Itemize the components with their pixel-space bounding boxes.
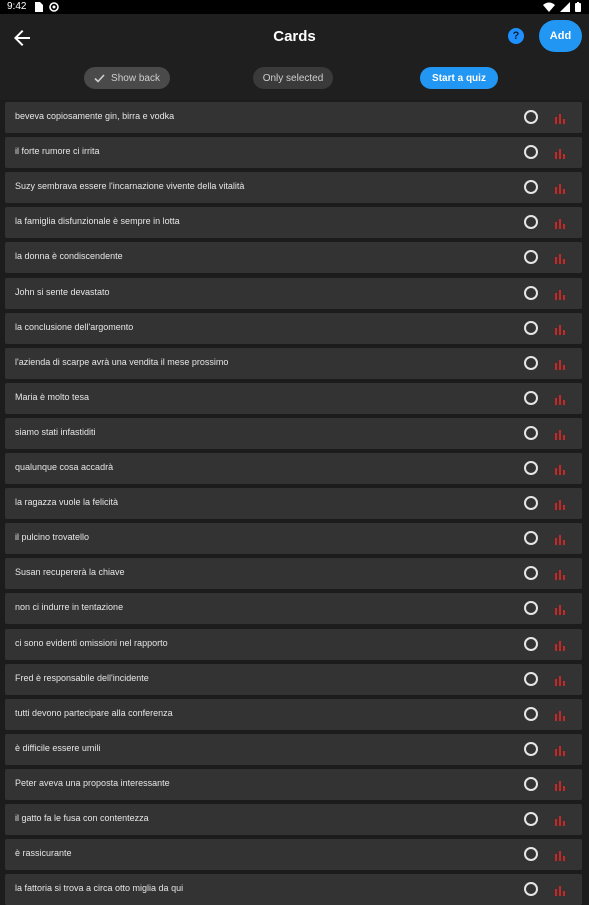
- delete-icon[interactable]: [553, 146, 567, 159]
- card-front-text: è rassicurante: [15, 848, 72, 859]
- status-time: 9:42: [7, 1, 27, 12]
- card-front-text: non ci indurre in tentazione: [15, 602, 124, 613]
- select-radio[interactable]: [524, 707, 538, 721]
- card-row[interactable]: [5, 137, 582, 168]
- battery-icon: [575, 2, 581, 12]
- delete-icon[interactable]: [553, 532, 567, 545]
- select-radio[interactable]: [524, 742, 538, 756]
- select-radio[interactable]: [524, 426, 538, 440]
- select-radio[interactable]: [524, 847, 538, 861]
- start-quiz-button[interactable]: [420, 67, 498, 89]
- card-row[interactable]: [5, 839, 582, 870]
- signal-icon: [560, 2, 570, 12]
- card-row[interactable]: [5, 348, 582, 379]
- card-front-text: la fattoria si trova a circa otto miglia da qui: [15, 883, 184, 894]
- status-notification-icons: [35, 2, 59, 12]
- page-title: Cards: [273, 28, 316, 45]
- delete-icon[interactable]: [553, 287, 567, 300]
- select-radio[interactable]: [524, 145, 538, 159]
- sim-card-icon: [35, 2, 43, 12]
- card-front-text: siamo stati infastiditi: [15, 426, 96, 437]
- card-front-text: il pulcino trovatello: [15, 532, 90, 543]
- card-row[interactable]: [5, 558, 582, 589]
- card-front-text: Susan recupererà la chiave: [15, 567, 125, 578]
- start-quiz-label: Start a quiz: [432, 72, 486, 84]
- card-front-text: qualunque cosa accadrà: [15, 462, 114, 472]
- only-selected-toggle[interactable]: [253, 67, 333, 89]
- select-radio[interactable]: [524, 250, 538, 264]
- card-row[interactable]: [5, 102, 582, 133]
- delete-icon[interactable]: [553, 708, 567, 721]
- select-radio[interactable]: [524, 110, 538, 124]
- card-row[interactable]: [5, 488, 582, 519]
- select-radio[interactable]: [524, 637, 538, 651]
- select-radio[interactable]: [524, 215, 538, 229]
- show-back-label: Show back: [111, 72, 160, 84]
- delete-icon[interactable]: [553, 216, 567, 229]
- only-selected-label: Only selected: [262, 72, 324, 84]
- card-row[interactable]: [5, 523, 582, 554]
- card-row[interactable]: [5, 172, 582, 203]
- select-radio[interactable]: [524, 812, 538, 826]
- select-radio[interactable]: [524, 391, 538, 405]
- card-row[interactable]: [5, 734, 582, 765]
- delete-icon[interactable]: [553, 883, 567, 896]
- delete-icon[interactable]: [553, 111, 567, 124]
- select-radio[interactable]: [524, 356, 538, 370]
- delete-icon[interactable]: [553, 638, 567, 651]
- status-bar: [0, 0, 589, 14]
- settings-circle-icon: [49, 2, 59, 12]
- delete-icon[interactable]: [553, 848, 567, 861]
- delete-icon[interactable]: [553, 251, 567, 264]
- card-row[interactable]: [5, 664, 582, 695]
- card-front-text: ci sono evidenti omissioni nel rapporto: [15, 637, 168, 648]
- delete-icon[interactable]: [553, 497, 567, 510]
- select-radio[interactable]: [524, 566, 538, 580]
- app-bar: [0, 14, 589, 100]
- delete-icon[interactable]: [553, 778, 567, 791]
- select-radio[interactable]: [524, 882, 538, 896]
- select-radio[interactable]: [524, 180, 538, 194]
- select-radio[interactable]: [524, 672, 538, 686]
- delete-icon[interactable]: [553, 322, 567, 335]
- delete-icon[interactable]: [553, 567, 567, 580]
- card-row[interactable]: [5, 207, 582, 238]
- delete-icon[interactable]: [553, 743, 567, 756]
- card-front-text: Fred è responsabile dell'incidente: [15, 672, 149, 683]
- card-front-text: l'azienda di scarpe avrà una vendita il mese prossimo: [15, 356, 229, 367]
- card-front-text: la ragazza vuole la felicità: [15, 497, 119, 508]
- select-radio[interactable]: [524, 496, 538, 510]
- show-back-toggle[interactable]: [84, 67, 170, 89]
- card-row[interactable]: [5, 769, 582, 800]
- card-row[interactable]: [5, 418, 582, 449]
- card-front-text: la famiglia disfunzionale è sempre in lotta: [15, 216, 180, 227]
- status-system-icons: [543, 2, 581, 12]
- card-row[interactable]: [5, 242, 582, 273]
- card-front-text: beveva copiosamente gin, birra e vodka: [15, 111, 175, 121]
- delete-icon[interactable]: [553, 673, 567, 686]
- card-front-text: il gatto fa le fusa con contentezza: [15, 813, 149, 823]
- add-button[interactable]: Add: [539, 20, 582, 52]
- delete-icon[interactable]: [553, 357, 567, 370]
- card-row[interactable]: [5, 804, 582, 835]
- card-front-text: la conclusione dell'argomento: [15, 321, 134, 332]
- card-row[interactable]: [5, 699, 582, 730]
- card-front-text: Suzy sembrava essere l'incarnazione vivente della vitalità: [15, 181, 245, 192]
- select-radio[interactable]: [524, 321, 538, 335]
- select-radio[interactable]: [524, 531, 538, 545]
- card-row[interactable]: [5, 383, 582, 414]
- card-row[interactable]: [5, 629, 582, 660]
- check-icon: [94, 74, 105, 83]
- card-front-text: Peter aveva una proposta interessante: [15, 777, 170, 788]
- delete-icon[interactable]: [553, 427, 567, 440]
- delete-icon[interactable]: [553, 392, 567, 405]
- select-radio[interactable]: [524, 286, 538, 300]
- card-front-text: la donna è condiscendente: [15, 251, 123, 262]
- delete-icon[interactable]: [553, 181, 567, 194]
- delete-icon[interactable]: [553, 462, 567, 475]
- card-row[interactable]: [5, 874, 582, 905]
- card-front-text: John si sente devastato: [15, 286, 110, 297]
- card-front-text: è difficile essere umili: [15, 742, 101, 753]
- help-button[interactable]: [508, 28, 524, 44]
- select-radio[interactable]: [524, 461, 538, 475]
- card-row[interactable]: [5, 313, 582, 344]
- delete-icon[interactable]: [553, 602, 567, 615]
- card-row[interactable]: [5, 278, 582, 309]
- help-icon: ?: [512, 30, 520, 42]
- card-row[interactable]: [5, 453, 582, 484]
- card-front-text: tutti devono partecipare alla conferenza: [15, 707, 173, 718]
- card-row[interactable]: [5, 593, 582, 624]
- delete-icon[interactable]: [553, 813, 567, 826]
- wifi-icon: [543, 2, 555, 12]
- card-front-text: Maria è molto tesa: [15, 391, 90, 402]
- select-radio[interactable]: [524, 601, 538, 615]
- select-radio[interactable]: [524, 777, 538, 791]
- card-front-text: il forte rumore ci irrita: [15, 146, 100, 157]
